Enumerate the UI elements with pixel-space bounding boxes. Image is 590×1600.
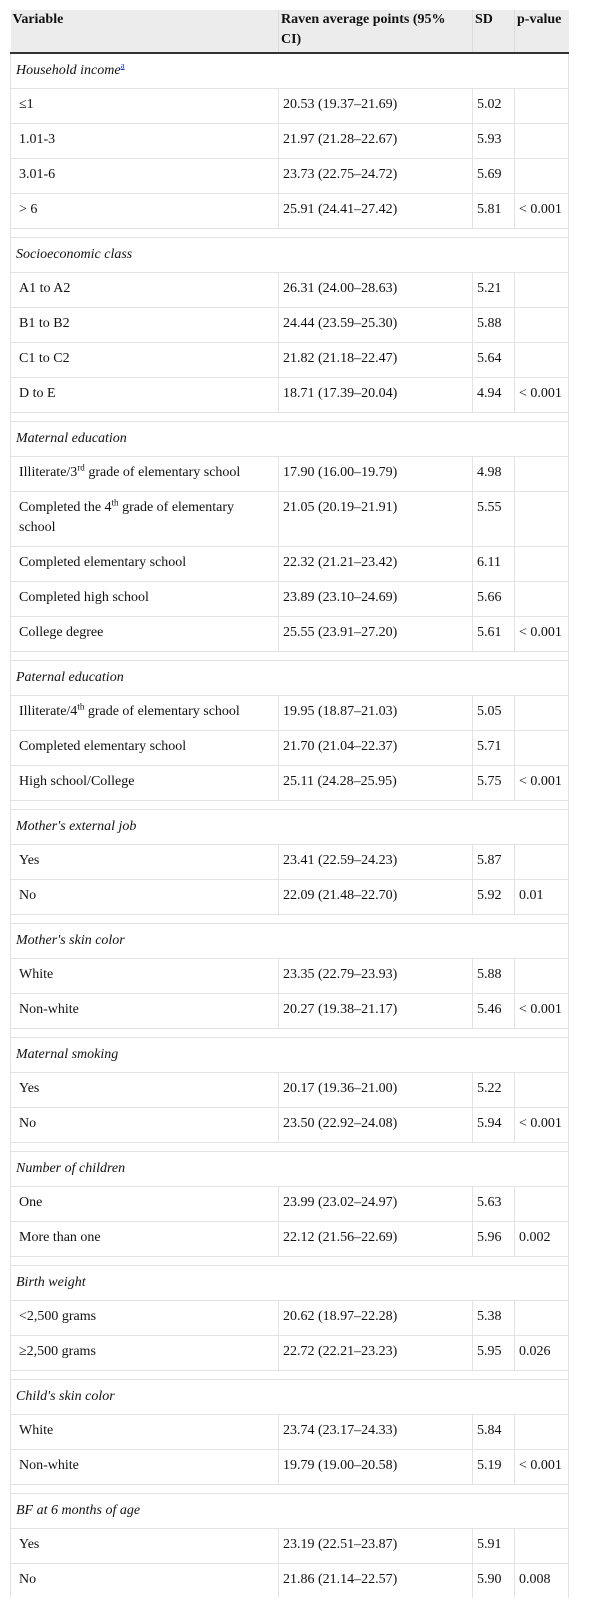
category-label: Mother's external job <box>16 819 137 834</box>
row-p-value <box>515 1415 569 1450</box>
table-row <box>11 959 569 994</box>
row-variable-name: ≥2,500 grams <box>11 1336 279 1371</box>
row-variable-name <box>11 696 279 731</box>
table-row <box>11 457 569 492</box>
row-p-value: 0.008 <box>515 1564 569 1599</box>
row-raven-ci: 23.74 (23.17–24.33) <box>279 1415 473 1450</box>
row-p-value <box>515 1301 569 1336</box>
row-sd: 5.19 <box>473 1450 515 1485</box>
table-header <box>11 10 569 53</box>
group-spacer <box>11 413 569 422</box>
table-row <box>11 1336 569 1371</box>
row-sd: 5.21 <box>473 273 515 308</box>
row-sd: 5.92 <box>473 880 515 915</box>
row-p-value: < 0.001 <box>515 1108 569 1143</box>
row-p-value <box>515 1529 569 1564</box>
category-row <box>11 1380 569 1415</box>
row-sd: 5.84 <box>473 1415 515 1450</box>
group-spacer <box>11 1257 569 1266</box>
row-sd: 5.05 <box>473 696 515 731</box>
row-variable-name: One <box>11 1187 279 1222</box>
row-sd: 5.02 <box>473 89 515 124</box>
category-label: Number of children <box>16 1161 126 1176</box>
row-raven-ci: 23.35 (22.79–23.93) <box>279 959 473 994</box>
row-raven-ci: 20.27 (19.38–21.17) <box>279 994 473 1029</box>
category-row <box>11 1266 569 1301</box>
row-sd: 5.88 <box>473 308 515 343</box>
row-p-value <box>515 1187 569 1222</box>
row-name-text: Completed the 4 <box>19 500 112 515</box>
row-sd: 5.90 <box>473 1564 515 1599</box>
category-label: Maternal smoking <box>16 1047 119 1062</box>
spacer-cell <box>11 1257 569 1266</box>
row-sd: 5.71 <box>473 731 515 766</box>
row-variable-name: High school/College <box>11 766 279 801</box>
row-sd: 5.95 <box>473 1336 515 1371</box>
category-label-cell <box>11 1380 569 1415</box>
row-raven-ci: 21.86 (21.14–22.57) <box>279 1564 473 1599</box>
category-label-cell <box>11 1152 569 1187</box>
category-row <box>11 924 569 959</box>
table-row <box>11 880 569 915</box>
row-variable-name: White <box>11 959 279 994</box>
group-spacer <box>11 1371 569 1380</box>
row-raven-ci: 23.41 (22.59–24.23) <box>279 845 473 880</box>
table-row <box>11 124 569 159</box>
row-raven-ci: 26.31 (24.00–28.63) <box>279 273 473 308</box>
header-p-value: p-value <box>515 10 569 53</box>
table-row <box>11 378 569 413</box>
table-row <box>11 1301 569 1336</box>
category-row <box>11 661 569 696</box>
table-row <box>11 766 569 801</box>
row-p-value <box>515 492 569 547</box>
spacer-cell <box>11 915 569 924</box>
row-p-value: 0.01 <box>515 880 569 915</box>
row-p-value <box>515 273 569 308</box>
category-label: Paternal education <box>16 670 124 685</box>
row-p-value <box>515 696 569 731</box>
row-p-value: < 0.001 <box>515 194 569 229</box>
row-raven-ci: 17.90 (16.00–19.79) <box>279 457 473 492</box>
header-sd: SD <box>473 10 515 53</box>
category-label: Mother's skin color <box>16 933 125 948</box>
table-row <box>11 194 569 229</box>
row-raven-ci: 23.19 (22.51–23.87) <box>279 1529 473 1564</box>
row-raven-ci: 22.32 (21.21–23.42) <box>279 547 473 582</box>
row-raven-ci: 22.72 (22.21–23.23) <box>279 1336 473 1371</box>
row-raven-ci: 21.05 (20.19–21.91) <box>279 492 473 547</box>
row-raven-ci: 25.55 (23.91–27.20) <box>279 617 473 652</box>
row-sd: 4.98 <box>473 457 515 492</box>
row-sd: 4.94 <box>473 378 515 413</box>
table-row <box>11 1073 569 1108</box>
results-table-container <box>10 10 568 1598</box>
ordinal-suffix: rd <box>77 462 85 473</box>
header-raven-average: Raven average points (95% CI) <box>279 10 473 53</box>
table-row <box>11 617 569 652</box>
table-row <box>11 1564 569 1599</box>
footnote-link[interactable]: a <box>120 60 125 71</box>
table-row <box>11 308 569 343</box>
row-variable-name: A1 to A2 <box>11 273 279 308</box>
row-raven-ci: 23.73 (22.75–24.72) <box>279 159 473 194</box>
row-variable-name: ≤1 <box>11 89 279 124</box>
spacer-cell <box>11 1371 569 1380</box>
row-p-value <box>515 959 569 994</box>
table-row <box>11 159 569 194</box>
category-label: BF at 6 months of age <box>16 1503 141 1518</box>
row-variable-name: <2,500 grams <box>11 1301 279 1336</box>
row-sd: 5.91 <box>473 1529 515 1564</box>
row-variable-name: 1.01-3 <box>11 124 279 159</box>
table-row <box>11 547 569 582</box>
row-variable-name: No <box>11 880 279 915</box>
category-row <box>11 810 569 845</box>
row-sd: 5.96 <box>473 1222 515 1257</box>
row-raven-ci: 19.79 (19.00–20.58) <box>279 1450 473 1485</box>
row-sd: 5.64 <box>473 343 515 378</box>
row-raven-ci: 25.11 (24.28–25.95) <box>279 766 473 801</box>
category-row <box>11 53 569 89</box>
ordinal-suffix: th <box>77 701 85 712</box>
row-raven-ci: 21.70 (21.04–22.37) <box>279 731 473 766</box>
table-row <box>11 1108 569 1143</box>
row-sd: 5.88 <box>473 959 515 994</box>
row-sd: 5.63 <box>473 1187 515 1222</box>
category-row <box>11 1494 569 1529</box>
row-p-value: < 0.001 <box>515 617 569 652</box>
category-label-cell <box>11 810 569 845</box>
row-name-text-rest: grade of elementary school <box>84 704 240 719</box>
row-variable-name: Completed elementary school <box>11 731 279 766</box>
row-sd: 5.81 <box>473 194 515 229</box>
row-variable-name: Non-white <box>11 994 279 1029</box>
table-row <box>11 696 569 731</box>
table-row <box>11 1222 569 1257</box>
header-variable: Variable <box>11 10 279 53</box>
row-variable-name: 3.01-6 <box>11 159 279 194</box>
row-raven-ci: 25.91 (24.41–27.42) <box>279 194 473 229</box>
row-p-value <box>515 731 569 766</box>
category-label: Maternal education <box>16 431 127 446</box>
row-sd: 5.22 <box>473 1073 515 1108</box>
row-variable-name: Yes <box>11 845 279 880</box>
category-row <box>11 422 569 457</box>
category-label-cell <box>11 661 569 696</box>
row-raven-ci: 20.62 (18.97–22.28) <box>279 1301 473 1336</box>
row-p-value: 0.026 <box>515 1336 569 1371</box>
table-row <box>11 1450 569 1485</box>
row-raven-ci: 20.53 (19.37–21.69) <box>279 89 473 124</box>
row-raven-ci: 19.95 (18.87–21.03) <box>279 696 473 731</box>
table-row <box>11 273 569 308</box>
table-row <box>11 845 569 880</box>
group-spacer <box>11 1485 569 1494</box>
category-label: Socioeconomic class <box>16 247 133 262</box>
table-row <box>11 492 569 547</box>
row-p-value: < 0.001 <box>515 766 569 801</box>
row-variable-name: No <box>11 1108 279 1143</box>
row-p-value <box>515 1073 569 1108</box>
spacer-cell <box>11 652 569 661</box>
row-raven-ci: 24.44 (23.59–25.30) <box>279 308 473 343</box>
row-variable-name <box>11 457 279 492</box>
row-raven-ci: 23.89 (23.10–24.69) <box>279 582 473 617</box>
row-sd: 5.61 <box>473 617 515 652</box>
category-row <box>11 238 569 273</box>
group-spacer <box>11 915 569 924</box>
category-label-cell <box>11 422 569 457</box>
row-sd: 5.93 <box>473 124 515 159</box>
row-p-value <box>515 845 569 880</box>
row-variable-name: C1 to C2 <box>11 343 279 378</box>
category-label-cell <box>11 1038 569 1073</box>
group-spacer <box>11 801 569 810</box>
category-label: Birth weight <box>16 1275 86 1290</box>
row-variable-name: B1 to B2 <box>11 308 279 343</box>
category-label-cell <box>11 1494 569 1529</box>
row-sd: 5.94 <box>473 1108 515 1143</box>
row-sd: 5.38 <box>473 1301 515 1336</box>
row-p-value <box>515 124 569 159</box>
footnote-marker <box>121 60 125 70</box>
row-variable-name: Completed elementary school <box>11 547 279 582</box>
row-p-value <box>515 89 569 124</box>
row-sd: 5.55 <box>473 492 515 547</box>
row-variable-name: > 6 <box>11 194 279 229</box>
row-sd: 5.69 <box>473 159 515 194</box>
category-label-cell <box>11 53 569 89</box>
row-variable-name: D to E <box>11 378 279 413</box>
category-label: Child's skin color <box>16 1389 115 1404</box>
table-row <box>11 89 569 124</box>
group-spacer <box>11 652 569 661</box>
row-p-value <box>515 343 569 378</box>
row-sd: 5.87 <box>473 845 515 880</box>
spacer-cell <box>11 1485 569 1494</box>
row-raven-ci: 23.50 (22.92–24.08) <box>279 1108 473 1143</box>
spacer-cell <box>11 229 569 238</box>
row-name-text-rest: grade of elementary school <box>84 465 241 480</box>
row-variable-name: College degree <box>11 617 279 652</box>
ordinal-suffix: th <box>111 497 119 508</box>
row-sd: 5.75 <box>473 766 515 801</box>
spacer-cell <box>11 1143 569 1152</box>
row-p-value <box>515 159 569 194</box>
row-sd: 5.46 <box>473 994 515 1029</box>
row-sd: 6.11 <box>473 547 515 582</box>
row-name-text-rest: grade of elementary school <box>19 500 235 535</box>
row-raven-ci: 22.12 (21.56–22.69) <box>279 1222 473 1257</box>
group-spacer <box>11 229 569 238</box>
table-body <box>11 53 569 1598</box>
category-row <box>11 1152 569 1187</box>
spacer-cell <box>11 801 569 810</box>
category-label-cell <box>11 1266 569 1301</box>
row-raven-ci: 22.09 (21.48–22.70) <box>279 880 473 915</box>
raven-results-table <box>10 10 569 1598</box>
row-variable-name: More than one <box>11 1222 279 1257</box>
category-label-cell <box>11 238 569 273</box>
row-p-value <box>515 582 569 617</box>
row-raven-ci: 21.97 (21.28–22.67) <box>279 124 473 159</box>
table-row <box>11 1529 569 1564</box>
row-raven-ci: 18.71 (17.39–20.04) <box>279 378 473 413</box>
table-row <box>11 582 569 617</box>
row-variable-name: White <box>11 1415 279 1450</box>
row-sd: 5.66 <box>473 582 515 617</box>
category-row <box>11 1038 569 1073</box>
row-variable-name: Completed high school <box>11 582 279 617</box>
table-row <box>11 731 569 766</box>
row-p-value <box>515 547 569 582</box>
row-variable-name: No <box>11 1564 279 1599</box>
row-p-value: < 0.001 <box>515 1450 569 1485</box>
row-raven-ci: 21.82 (21.18–22.47) <box>279 343 473 378</box>
row-raven-ci: 20.17 (19.36–21.00) <box>279 1073 473 1108</box>
row-p-value <box>515 308 569 343</box>
row-variable-name: Yes <box>11 1529 279 1564</box>
table-row <box>11 1187 569 1222</box>
row-p-value <box>515 457 569 492</box>
header-row <box>11 10 569 53</box>
spacer-cell <box>11 1029 569 1038</box>
group-spacer <box>11 1029 569 1038</box>
table-row <box>11 343 569 378</box>
table-row <box>11 1415 569 1450</box>
spacer-cell <box>11 413 569 422</box>
table-row <box>11 994 569 1029</box>
row-variable-name: Yes <box>11 1073 279 1108</box>
row-name-text: Illiterate/4 <box>19 704 78 719</box>
row-p-value: 0.002 <box>515 1222 569 1257</box>
row-raven-ci: 23.99 (23.02–24.97) <box>279 1187 473 1222</box>
group-spacer <box>11 1143 569 1152</box>
category-label: Household income <box>16 63 121 78</box>
category-label-cell <box>11 924 569 959</box>
row-p-value: < 0.001 <box>515 378 569 413</box>
row-name-text: Illiterate/3 <box>19 465 78 480</box>
row-p-value: < 0.001 <box>515 994 569 1029</box>
row-variable-name: Non-white <box>11 1450 279 1485</box>
row-variable-name <box>11 492 279 547</box>
